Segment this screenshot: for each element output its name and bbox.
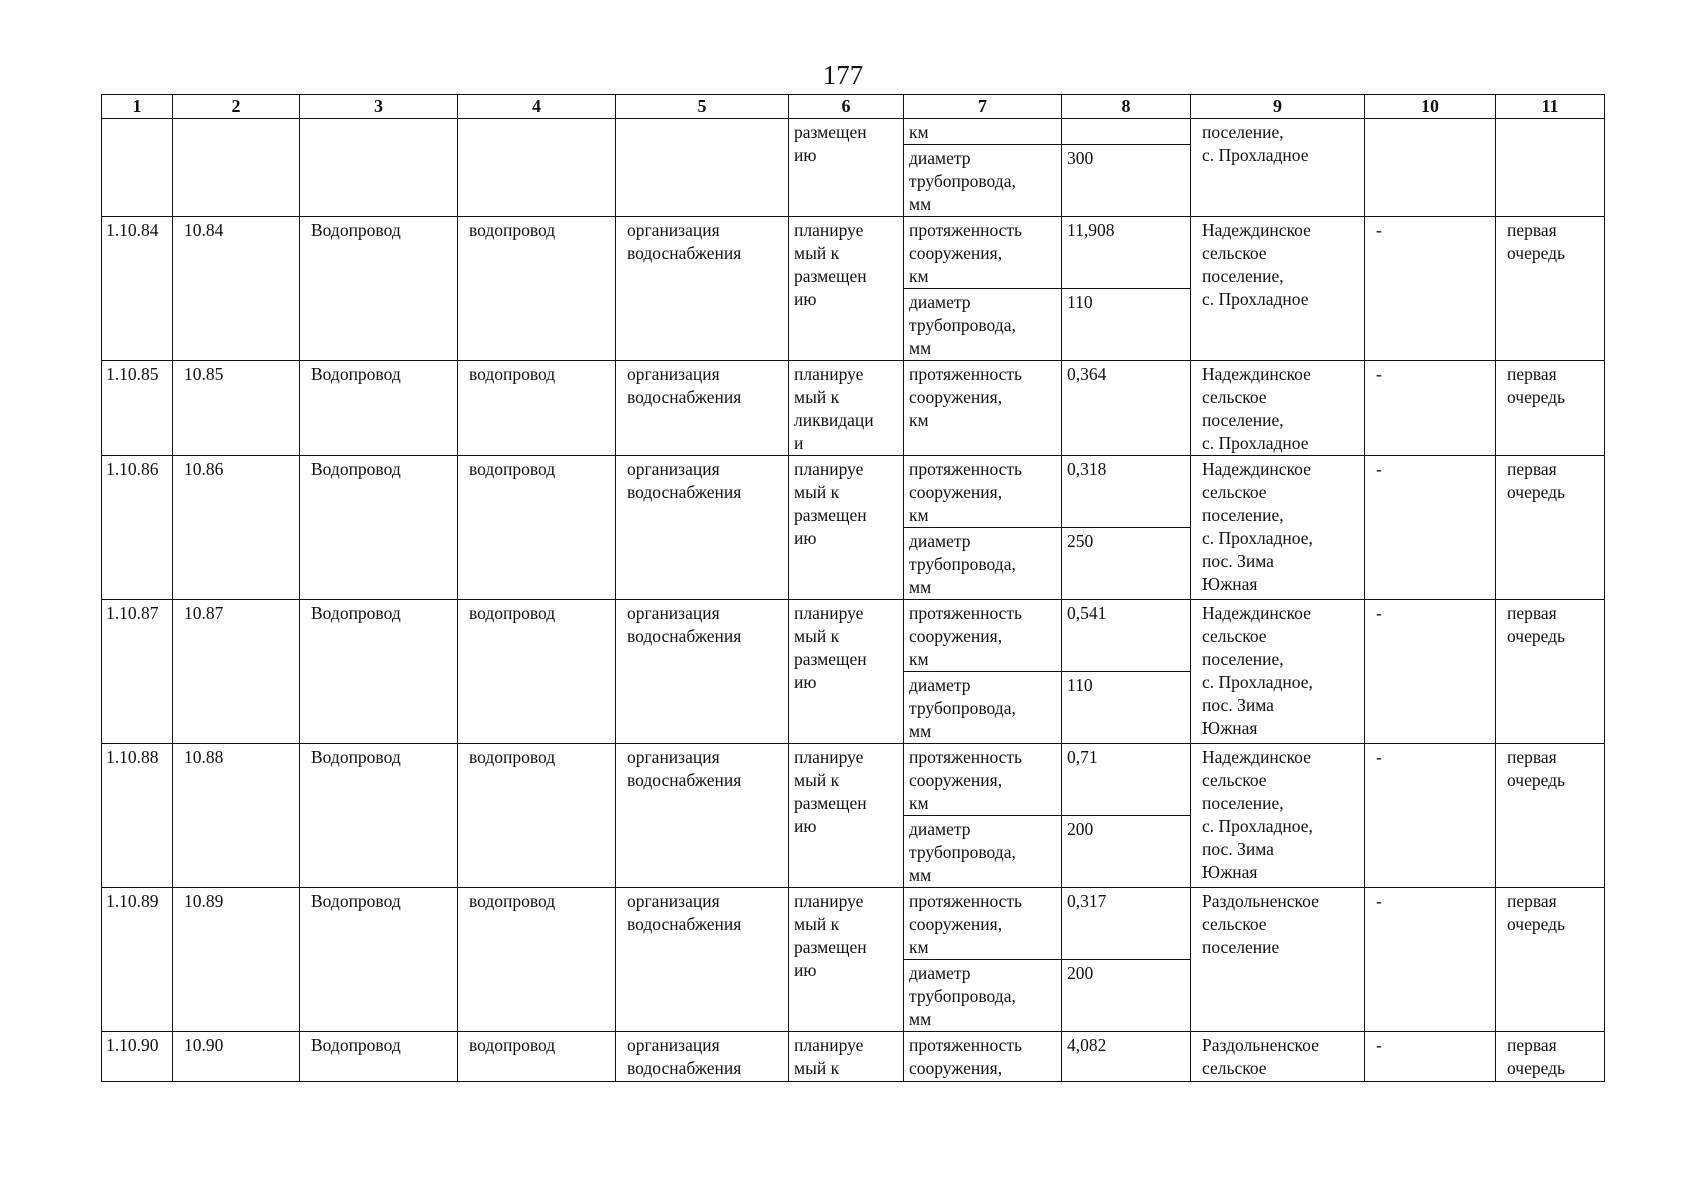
cell-purpose: организация водоснабжения <box>616 456 789 600</box>
column-header: 9 <box>1191 95 1365 119</box>
cell-param-name: диаметр трубопровода, мм <box>904 816 1062 888</box>
cell-param-name: диаметр трубопровода, мм <box>904 672 1062 744</box>
cell-purpose <box>616 119 789 217</box>
cell-param-name: протяженность сооружения, <box>904 1032 1062 1082</box>
table-row <box>102 217 1605 289</box>
cell-name: Водопровод <box>300 888 458 1032</box>
cell-name: Водопровод <box>300 744 458 888</box>
cell-status: планируе мый к размещен ию <box>789 456 904 600</box>
continuation-row <box>102 119 1605 145</box>
cell-num: 1.10.84 <box>102 217 173 361</box>
cell-location: Надеждинское сельское поселение, с. Прохладное <box>1191 217 1365 361</box>
cell-type: водопровод <box>458 456 616 600</box>
cell-status: планируе мый к размещен ию <box>789 744 904 888</box>
cell-name: Водопровод <box>300 217 458 361</box>
cell-purpose: организация водоснабжения <box>616 600 789 744</box>
column-header: 6 <box>789 95 904 119</box>
cell-code: 10.85 <box>173 361 300 456</box>
cell-num: 1.10.89 <box>102 888 173 1032</box>
cell-purpose: организация водоснабжения <box>616 361 789 456</box>
cell-stage: первая очередь <box>1496 1032 1605 1082</box>
cell-stage: первая очередь <box>1496 217 1605 361</box>
cell-zone: - <box>1365 744 1496 888</box>
cell-status: планируе мый к размещен ию <box>789 888 904 1032</box>
table-row <box>102 888 1605 960</box>
cell-status: планируе мый к размещен ию <box>789 217 904 361</box>
cell-name: Водопровод <box>300 456 458 600</box>
cell-code: 10.89 <box>173 888 300 1032</box>
cell-location: Надеждинское сельское поселение, с. Прохладное, пос. Зима Южная <box>1191 744 1365 888</box>
cell-purpose: организация водоснабжения <box>616 217 789 361</box>
cell-type: водопровод <box>458 888 616 1032</box>
cell-purpose: организация водоснабжения <box>616 1032 789 1082</box>
cell-zone <box>1365 119 1496 217</box>
table-row <box>102 1032 1605 1082</box>
cell-param-value: 200 <box>1062 960 1191 1032</box>
cell-status: планируе мый к ликвидаци и <box>789 361 904 456</box>
cell-status: планируе мый к размещен ию <box>789 600 904 744</box>
cell-param-name: протяженность сооружения, км <box>904 361 1062 456</box>
cell-zone: - <box>1365 217 1496 361</box>
cell-param-name: км <box>904 119 1062 145</box>
cell-param-value: 300 <box>1062 145 1191 217</box>
objects-table <box>101 94 1605 1082</box>
cell-type <box>458 119 616 217</box>
cell-purpose: организация водоснабжения <box>616 888 789 1032</box>
cell-stage <box>1496 119 1605 217</box>
cell-param-value: 11,908 <box>1062 217 1191 289</box>
column-header: 5 <box>616 95 789 119</box>
table-row <box>102 744 1605 816</box>
cell-location: Надеждинское сельское поселение, с. Прохладное, пос. Зима Южная <box>1191 456 1365 600</box>
column-header: 10 <box>1365 95 1496 119</box>
cell-param-name: протяженность сооружения, км <box>904 744 1062 816</box>
cell-code <box>173 119 300 217</box>
column-header: 11 <box>1496 95 1605 119</box>
cell-type: водопровод <box>458 361 616 456</box>
cell-type: водопровод <box>458 744 616 888</box>
cell-param-value: 0,364 <box>1062 361 1191 456</box>
cell-code: 10.88 <box>173 744 300 888</box>
cell-num: 1.10.90 <box>102 1032 173 1082</box>
cell-type: водопровод <box>458 217 616 361</box>
cell-stage: первая очередь <box>1496 744 1605 888</box>
cell-param-value: 110 <box>1062 672 1191 744</box>
column-header: 1 <box>102 95 173 119</box>
cell-location: Надеждинское сельское поселение, с. Прохладное <box>1191 361 1365 456</box>
cell-purpose: организация водоснабжения <box>616 744 789 888</box>
header-row <box>102 95 1605 119</box>
column-header: 7 <box>904 95 1062 119</box>
cell-param-value: 0,317 <box>1062 888 1191 960</box>
column-header: 8 <box>1062 95 1191 119</box>
cell-code: 10.84 <box>173 217 300 361</box>
cell-stage: первая очередь <box>1496 361 1605 456</box>
cell-param-value: 200 <box>1062 816 1191 888</box>
cell-param-value: 0,318 <box>1062 456 1191 528</box>
cell-stage: первая очередь <box>1496 600 1605 744</box>
cell-param-name: протяженность сооружения, км <box>904 600 1062 672</box>
table-row <box>102 361 1605 456</box>
cell-stage: первая очередь <box>1496 456 1605 600</box>
cell-code: 10.87 <box>173 600 300 744</box>
cell-param-name: диаметр трубопровода, мм <box>904 145 1062 217</box>
cell-param-value: 110 <box>1062 289 1191 361</box>
cell-param-name: диаметр трубопровода, мм <box>904 289 1062 361</box>
cell-name <box>300 119 458 217</box>
cell-location: Надеждинское сельское поселение, с. Прохладное, пос. Зима Южная <box>1191 600 1365 744</box>
page-number: 177 <box>822 60 864 90</box>
cell-num: 1.10.86 <box>102 456 173 600</box>
cell-zone: - <box>1365 1032 1496 1082</box>
cell-name: Водопровод <box>300 361 458 456</box>
cell-num: 1.10.85 <box>102 361 173 456</box>
cell-num: 1.10.88 <box>102 744 173 888</box>
cell-param-value: 250 <box>1062 528 1191 600</box>
cell-param-name: диаметр трубопровода, мм <box>904 528 1062 600</box>
cell-zone: - <box>1365 888 1496 1032</box>
cell-location: поселение, с. Прохладное <box>1191 119 1365 217</box>
cell-param-value: 4,082 <box>1062 1032 1191 1082</box>
cell-name: Водопровод <box>300 1032 458 1082</box>
column-header: 3 <box>300 95 458 119</box>
cell-name: Водопровод <box>300 600 458 744</box>
cell-param-value: 0,541 <box>1062 600 1191 672</box>
cell-param-name: протяженность сооружения, км <box>904 217 1062 289</box>
cell-status: размещен ию <box>789 119 904 217</box>
cell-param-name: протяженность сооружения, км <box>904 456 1062 528</box>
cell-param-value: 0,71 <box>1062 744 1191 816</box>
cell-code: 10.86 <box>173 456 300 600</box>
cell-location: Раздольненское сельское поселение <box>1191 888 1365 1032</box>
cell-stage: первая очередь <box>1496 888 1605 1032</box>
cell-zone: - <box>1365 600 1496 744</box>
cell-param-name: диаметр трубопровода, мм <box>904 960 1062 1032</box>
cell-zone: - <box>1365 361 1496 456</box>
cell-num <box>102 119 173 217</box>
cell-code: 10.90 <box>173 1032 300 1082</box>
cell-location: Раздольненское сельское <box>1191 1032 1365 1082</box>
cell-type: водопровод <box>458 600 616 744</box>
cell-num: 1.10.87 <box>102 600 173 744</box>
cell-param-name: протяженность сооружения, км <box>904 888 1062 960</box>
cell-zone: - <box>1365 456 1496 600</box>
column-header: 2 <box>173 95 300 119</box>
cell-status: планируе мый к <box>789 1032 904 1082</box>
cell-param-value <box>1062 119 1191 145</box>
table-row <box>102 456 1605 528</box>
table-row <box>102 600 1605 672</box>
column-header: 4 <box>458 95 616 119</box>
cell-type: водопровод <box>458 1032 616 1082</box>
